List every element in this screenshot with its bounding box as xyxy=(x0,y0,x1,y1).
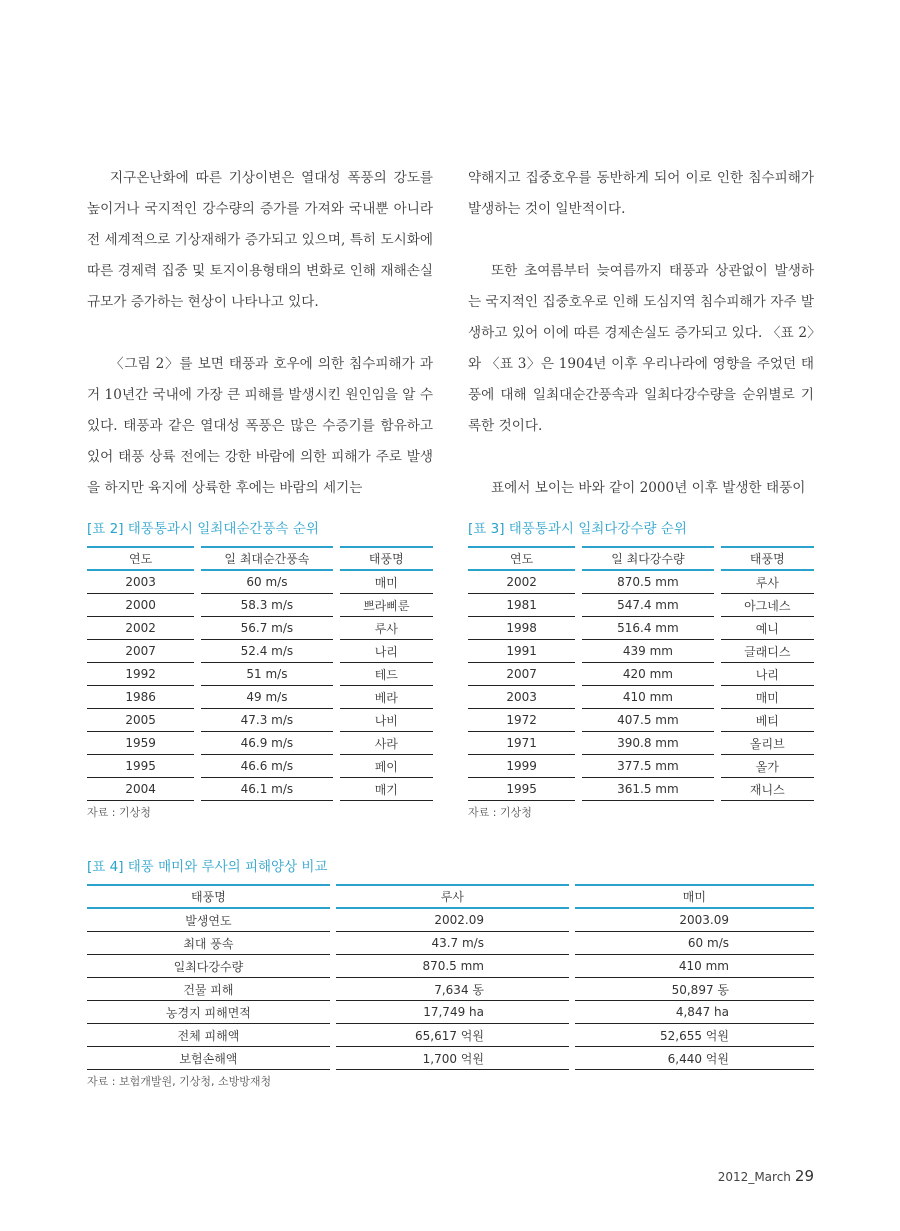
table-cell: 6,440 억원 xyxy=(575,1047,814,1070)
table-cell: 58.3 m/s xyxy=(201,594,332,617)
table-row xyxy=(87,778,433,801)
column-header: 일 최대순간풍속 xyxy=(201,546,332,571)
column-header: 매미 xyxy=(575,884,814,909)
table-cell: 60 m/s xyxy=(201,571,332,594)
column-header: 연도 xyxy=(87,546,194,571)
table-cell: 테드 xyxy=(340,663,433,686)
table-cell: 65,617 억원 xyxy=(336,1024,569,1047)
body-paragraph: 약해지고 집중호우를 동반하게 되어 이로 인한 침수피해가 발생하는 것이 일반적이다. xyxy=(468,170,814,217)
table-row xyxy=(468,686,814,709)
table-row xyxy=(87,663,433,686)
body-right-column xyxy=(468,163,814,504)
table-cell: 재니스 xyxy=(721,778,814,801)
table-3-block xyxy=(468,520,814,820)
table-cell: 올가 xyxy=(721,755,814,778)
table-cell: 베티 xyxy=(721,709,814,732)
table-cell: 361.5 mm xyxy=(582,778,713,801)
body-paragraph: 또한 초여름부터 늦여름까지 태풍과 상관없이 발생하는 국지적인 집중호우로 인해 도심지역 침수피해가 자주 발생하고 있어 이에 따른 경제손실도 증가되고 있다. 〈표 2〉와 〈표 3〉은 1904년 이후 우리나라에 영향을 주었던 태풍에 대해 일최대순간풍속과 일최다강수량을 순위별로 기록한 것이다. xyxy=(468,263,814,434)
table-cell: 46.1 m/s xyxy=(201,778,332,801)
table-row xyxy=(468,594,814,617)
table-row xyxy=(87,594,433,617)
table-cell: 올리브 xyxy=(721,732,814,755)
table-cell: 페이 xyxy=(340,755,433,778)
table-cell: 보험손해액 xyxy=(87,1047,330,1070)
table-cell: 52,655 억원 xyxy=(575,1024,814,1047)
table-row xyxy=(468,732,814,755)
column-header: 태풍명 xyxy=(87,884,330,909)
column-header: 연도 xyxy=(468,546,575,571)
table-4-block xyxy=(87,858,814,1089)
table-row xyxy=(87,1024,814,1047)
table-cell: 46.6 m/s xyxy=(201,755,332,778)
table-cell: 17,749 ha xyxy=(336,1001,569,1024)
table-cell: 870.5 mm xyxy=(582,571,713,594)
body-paragraph: 표에서 보이는 바와 같이 2000년 이후 발생한 태풍이 xyxy=(491,480,806,496)
table-row xyxy=(87,755,433,778)
table-cell: 루사 xyxy=(340,617,433,640)
table-row xyxy=(87,709,433,732)
table-row xyxy=(87,955,814,978)
column-header: 태풍명 xyxy=(340,546,433,571)
table-cell: 베라 xyxy=(340,686,433,709)
table-cell: 2007 xyxy=(87,640,194,663)
table-cell: 아그네스 xyxy=(721,594,814,617)
table-row xyxy=(87,686,433,709)
table-cell: 전체 피해액 xyxy=(87,1024,330,1047)
table-cell: 51 m/s xyxy=(201,663,332,686)
table-cell: 2000 xyxy=(87,594,194,617)
table-source: 자료 : 기상청 xyxy=(468,806,532,819)
table-cell: 47.3 m/s xyxy=(201,709,332,732)
table-cell: 407.5 mm xyxy=(582,709,713,732)
table-cell: 최대 풍속 xyxy=(87,932,330,955)
table-row xyxy=(87,617,433,640)
table-cell: 2003 xyxy=(87,571,194,594)
table-cell: 글래디스 xyxy=(721,640,814,663)
table-cell: 49 m/s xyxy=(201,686,332,709)
table-cell: 매미 xyxy=(721,686,814,709)
table-cell: 사라 xyxy=(340,732,433,755)
table-cell: 52.4 m/s xyxy=(201,640,332,663)
table-cell: 루사 xyxy=(721,571,814,594)
table-row xyxy=(468,617,814,640)
table-cell: 쁘라삐룬 xyxy=(340,594,433,617)
table-cell: 1959 xyxy=(87,732,194,755)
table-title: [표 4] 태풍 매미와 루사의 피해양상 비교 xyxy=(87,859,328,875)
table-source: 자료 : 보험개발원, 기상청, 소방방재청 xyxy=(87,1075,272,1088)
table-cell: 2004 xyxy=(87,778,194,801)
table-row xyxy=(87,1001,814,1024)
table-cell: 1991 xyxy=(468,640,575,663)
table-cell: 나비 xyxy=(340,709,433,732)
table-cell: 516.4 mm xyxy=(582,617,713,640)
table-cell: 4,847 ha xyxy=(575,1001,814,1024)
table-cell: 2003.09 xyxy=(575,909,814,932)
table-cell: 농경지 피해면적 xyxy=(87,1001,330,1024)
table-cell: 60 m/s xyxy=(575,932,814,955)
page-footer xyxy=(718,1167,814,1185)
table-cell: 1971 xyxy=(468,732,575,755)
table-cell: 1986 xyxy=(87,686,194,709)
table-cell: 발생연도 xyxy=(87,909,330,932)
table-cell: 예니 xyxy=(721,617,814,640)
column-header: 태풍명 xyxy=(721,546,814,571)
table-cell: 매미 xyxy=(340,571,433,594)
table-row xyxy=(468,778,814,801)
table-cell: 1998 xyxy=(468,617,575,640)
table-cell: 2002.09 xyxy=(336,909,569,932)
table-cell: 420 mm xyxy=(582,663,713,686)
table-cell: 1999 xyxy=(468,755,575,778)
table-row xyxy=(87,978,814,1001)
table-cell: 건물 피해 xyxy=(87,978,330,1001)
table-title: [표 3] 태풍통과시 일최다강수량 순위 xyxy=(468,521,687,537)
column-header: 루사 xyxy=(336,884,569,909)
table-cell: 439 mm xyxy=(582,640,713,663)
issue-label: 2012_March xyxy=(717,1170,791,1184)
table-cell: 56.7 m/s xyxy=(201,617,332,640)
table-row xyxy=(468,755,814,778)
table-cell: 390.8 mm xyxy=(582,732,713,755)
table-cell: 410 mm xyxy=(582,686,713,709)
table-row xyxy=(87,732,433,755)
body-paragraph: 〈그림 2〉를 보면 태풍과 호우에 의한 침수피해가 과거 10년간 국내에 가장 큰 피해를 발생시킨 원인임을 알 수 있다. 태풍과 같은 열대성 폭풍은 많은 수증기를 함유하고 있어 태풍 상륙 전에는 강한 바람에 의한 피해가 주로 발생을 하지만 육지에 상륙한 후에는 바람의 세기는 xyxy=(87,356,433,496)
table-cell: 1972 xyxy=(468,709,575,732)
table-cell: 매기 xyxy=(340,778,433,801)
table-cell: 50,897 동 xyxy=(575,978,814,1001)
table-cell: 2005 xyxy=(87,709,194,732)
table-cell: 46.9 m/s xyxy=(201,732,332,755)
table-cell: 7,634 동 xyxy=(336,978,569,1001)
table-cell: 870.5 mm xyxy=(336,955,569,978)
table-cell: 2007 xyxy=(468,663,575,686)
table-cell: 일최다강수량 xyxy=(87,955,330,978)
table-cell: 547.4 mm xyxy=(582,594,713,617)
table-cell: 1981 xyxy=(468,594,575,617)
damage-comparison-table xyxy=(87,884,814,1070)
table-cell: 1992 xyxy=(87,663,194,686)
rainfall-table xyxy=(468,546,814,801)
table-title: [표 2] 태풍통과시 일최대순간풍속 순위 xyxy=(87,521,319,537)
table-cell: 1995 xyxy=(87,755,194,778)
page-number: 29 xyxy=(794,1167,814,1185)
column-header: 일 최다강수량 xyxy=(582,546,713,571)
table-cell: 2002 xyxy=(468,571,575,594)
table-row xyxy=(468,709,814,732)
table-row xyxy=(468,663,814,686)
table-cell: 410 mm xyxy=(575,955,814,978)
table-cell: 나리 xyxy=(340,640,433,663)
table-2-block xyxy=(87,520,433,820)
table-row xyxy=(87,571,433,594)
table-cell: 377.5 mm xyxy=(582,755,713,778)
table-row xyxy=(87,1047,814,1070)
table-cell: 43.7 m/s xyxy=(336,932,569,955)
table-cell: 2002 xyxy=(87,617,194,640)
table-row xyxy=(87,640,433,663)
body-paragraph: 지구온난화에 따른 기상이변은 열대성 폭풍의 강도를 높이거나 국지적인 강수량의 증가를 가져와 국내뿐 아니라 전 세계적으로 기상재해가 증가되고 있으며, 특히 도시화에 따른 경제력 집중 및 토지이용형태의 변화로 인해 재해손실규모가 증가하는 현상이 나타나고 있다. xyxy=(87,170,433,310)
wind-speed-table xyxy=(87,546,433,801)
table-source: 자료 : 기상청 xyxy=(87,806,151,819)
table-cell: 1995 xyxy=(468,778,575,801)
table-row xyxy=(468,571,814,594)
table-cell: 1,700 억원 xyxy=(336,1047,569,1070)
table-row xyxy=(87,932,814,955)
table-cell: 2003 xyxy=(468,686,575,709)
table-row xyxy=(87,909,814,932)
table-cell: 나리 xyxy=(721,663,814,686)
table-row xyxy=(468,640,814,663)
body-left-column xyxy=(87,163,433,504)
